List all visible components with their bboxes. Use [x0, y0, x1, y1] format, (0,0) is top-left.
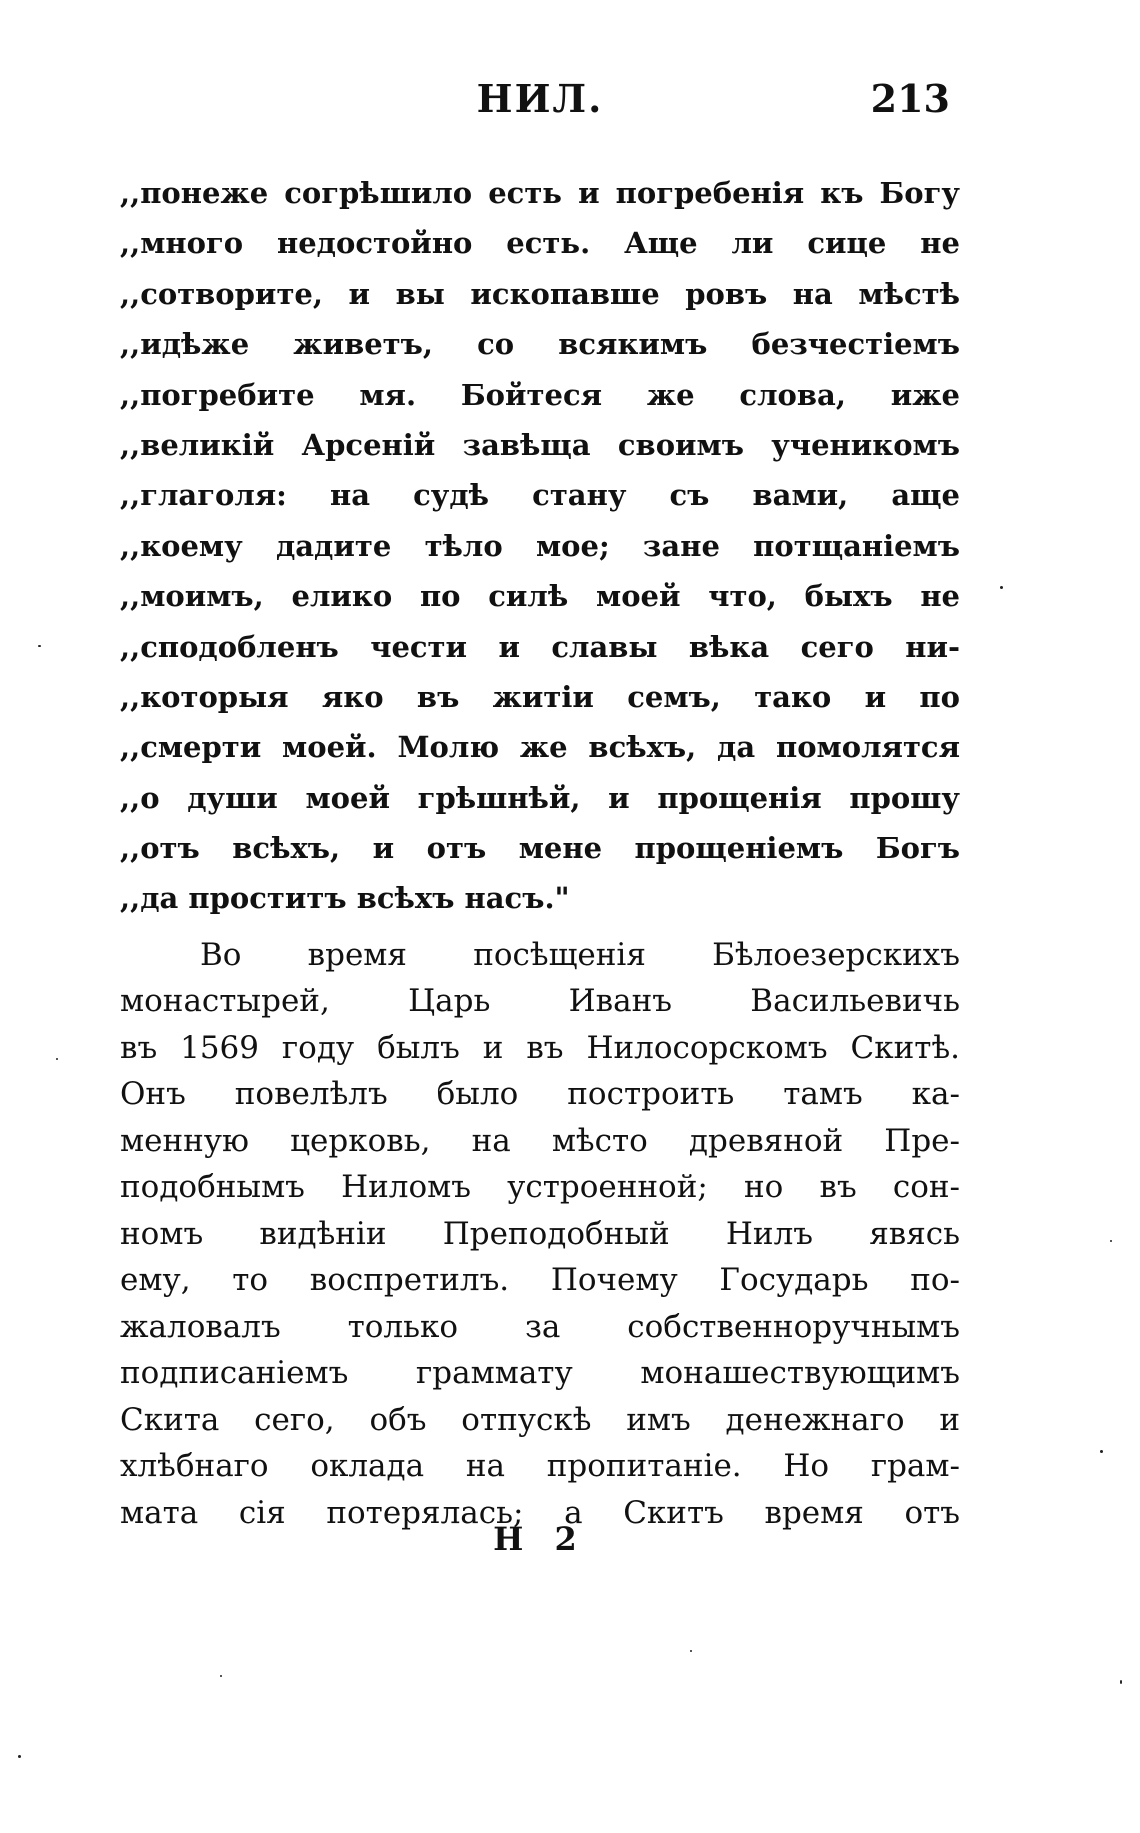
scan-speck — [1100, 1450, 1103, 1453]
scan-speck — [1110, 1240, 1112, 1242]
text-line: менную церковь, на мѣсто древяной Пре- — [120, 1122, 960, 1159]
text-line: ,,да проститъ всѣхъ насъ." — [120, 881, 570, 916]
text-line: Во время посѣщенія Бѣлоезерскихъ — [200, 936, 960, 973]
text-line: Онъ повелѣлъ было построить тамъ ка- — [120, 1076, 960, 1113]
text-line: подписаніемъ граммату монашествующимъ — [120, 1355, 960, 1392]
text-line: въ 1569 году былъ и въ Нилосорскомъ Скитѣ. — [120, 1029, 960, 1066]
scan-speck — [220, 1675, 222, 1677]
running-head — [120, 72, 960, 128]
scan-speck — [1000, 586, 1003, 589]
text-line: жаловалъ только за собственноручнымъ — [120, 1308, 960, 1345]
text-line: ,,моимъ, елико по силѣ моей что, быхъ не — [120, 579, 960, 614]
scan-speck — [18, 1755, 21, 1758]
scan-speck — [1120, 1680, 1122, 1684]
text-line: ,,сподобленъ чести и славы вѣка сего ни- — [120, 629, 960, 664]
text-line: ,,отъ всѣхъ, и отъ мене прощеніемъ Богъ — [120, 831, 960, 866]
signature-mark: Н 2 — [493, 1520, 587, 1558]
scan-speck — [690, 1650, 692, 1652]
paragraph — [120, 932, 960, 1537]
text-line: ,,смерти моей. Молю же всѣхъ, да помолятся — [120, 730, 960, 765]
quoted-passage — [120, 168, 960, 924]
text-line: ,,которыя яко въ житіи семъ, тако и по — [120, 679, 960, 714]
text-line: мата сія потерялась; а Скитъ время отъ — [120, 1494, 960, 1531]
text-line: ,,понеже согрѣшило есть и погребенія къ Богу — [120, 176, 960, 210]
text-line: ,,идѣже живетъ, со всякимъ безчестіемъ — [120, 327, 960, 362]
text-line: ему, то воспретилъ. Почему Государь по- — [120, 1262, 960, 1299]
text-line: ,,о души моей грѣшнѣй, и прощенія прошу — [120, 780, 960, 815]
text-line: монастырей, Царь Иванъ Васильевичь — [120, 983, 960, 1020]
scan-speck — [56, 1058, 58, 1060]
body-text — [120, 168, 960, 1536]
text-line: хлѣбнаго оклада на пропитаніе. Но грам- — [120, 1448, 960, 1485]
text-line: ,,глаголя: на судѣ стану съ вами, аще — [120, 478, 960, 513]
text-line: подобнымъ Ниломъ устроенной; но въ сон- — [120, 1169, 960, 1206]
text-line: номъ видѣніи Преподобный Нилъ явясь — [120, 1215, 960, 1252]
running-title: НИЛ. — [476, 76, 604, 121]
text-line: ,,великій Арсеній завѣща своимъ ученикомъ — [120, 427, 960, 462]
page-number: 213 — [870, 76, 950, 121]
text-line: ,,сотворите, и вы ископавше ровъ на мѣстѣ — [120, 276, 960, 311]
scan-speck — [38, 645, 41, 647]
text-line: Скита сего, объ отпускѣ имъ денежнаго и — [120, 1401, 960, 1438]
text-line: ,,много недостойно есть. Аще ли сице не — [120, 226, 960, 261]
text-line: ,,погребите мя. Бойтеся же слова, иже — [120, 377, 960, 412]
text-line: ,,коему дадите тѣло мое; зане потщаніемъ — [120, 528, 960, 563]
